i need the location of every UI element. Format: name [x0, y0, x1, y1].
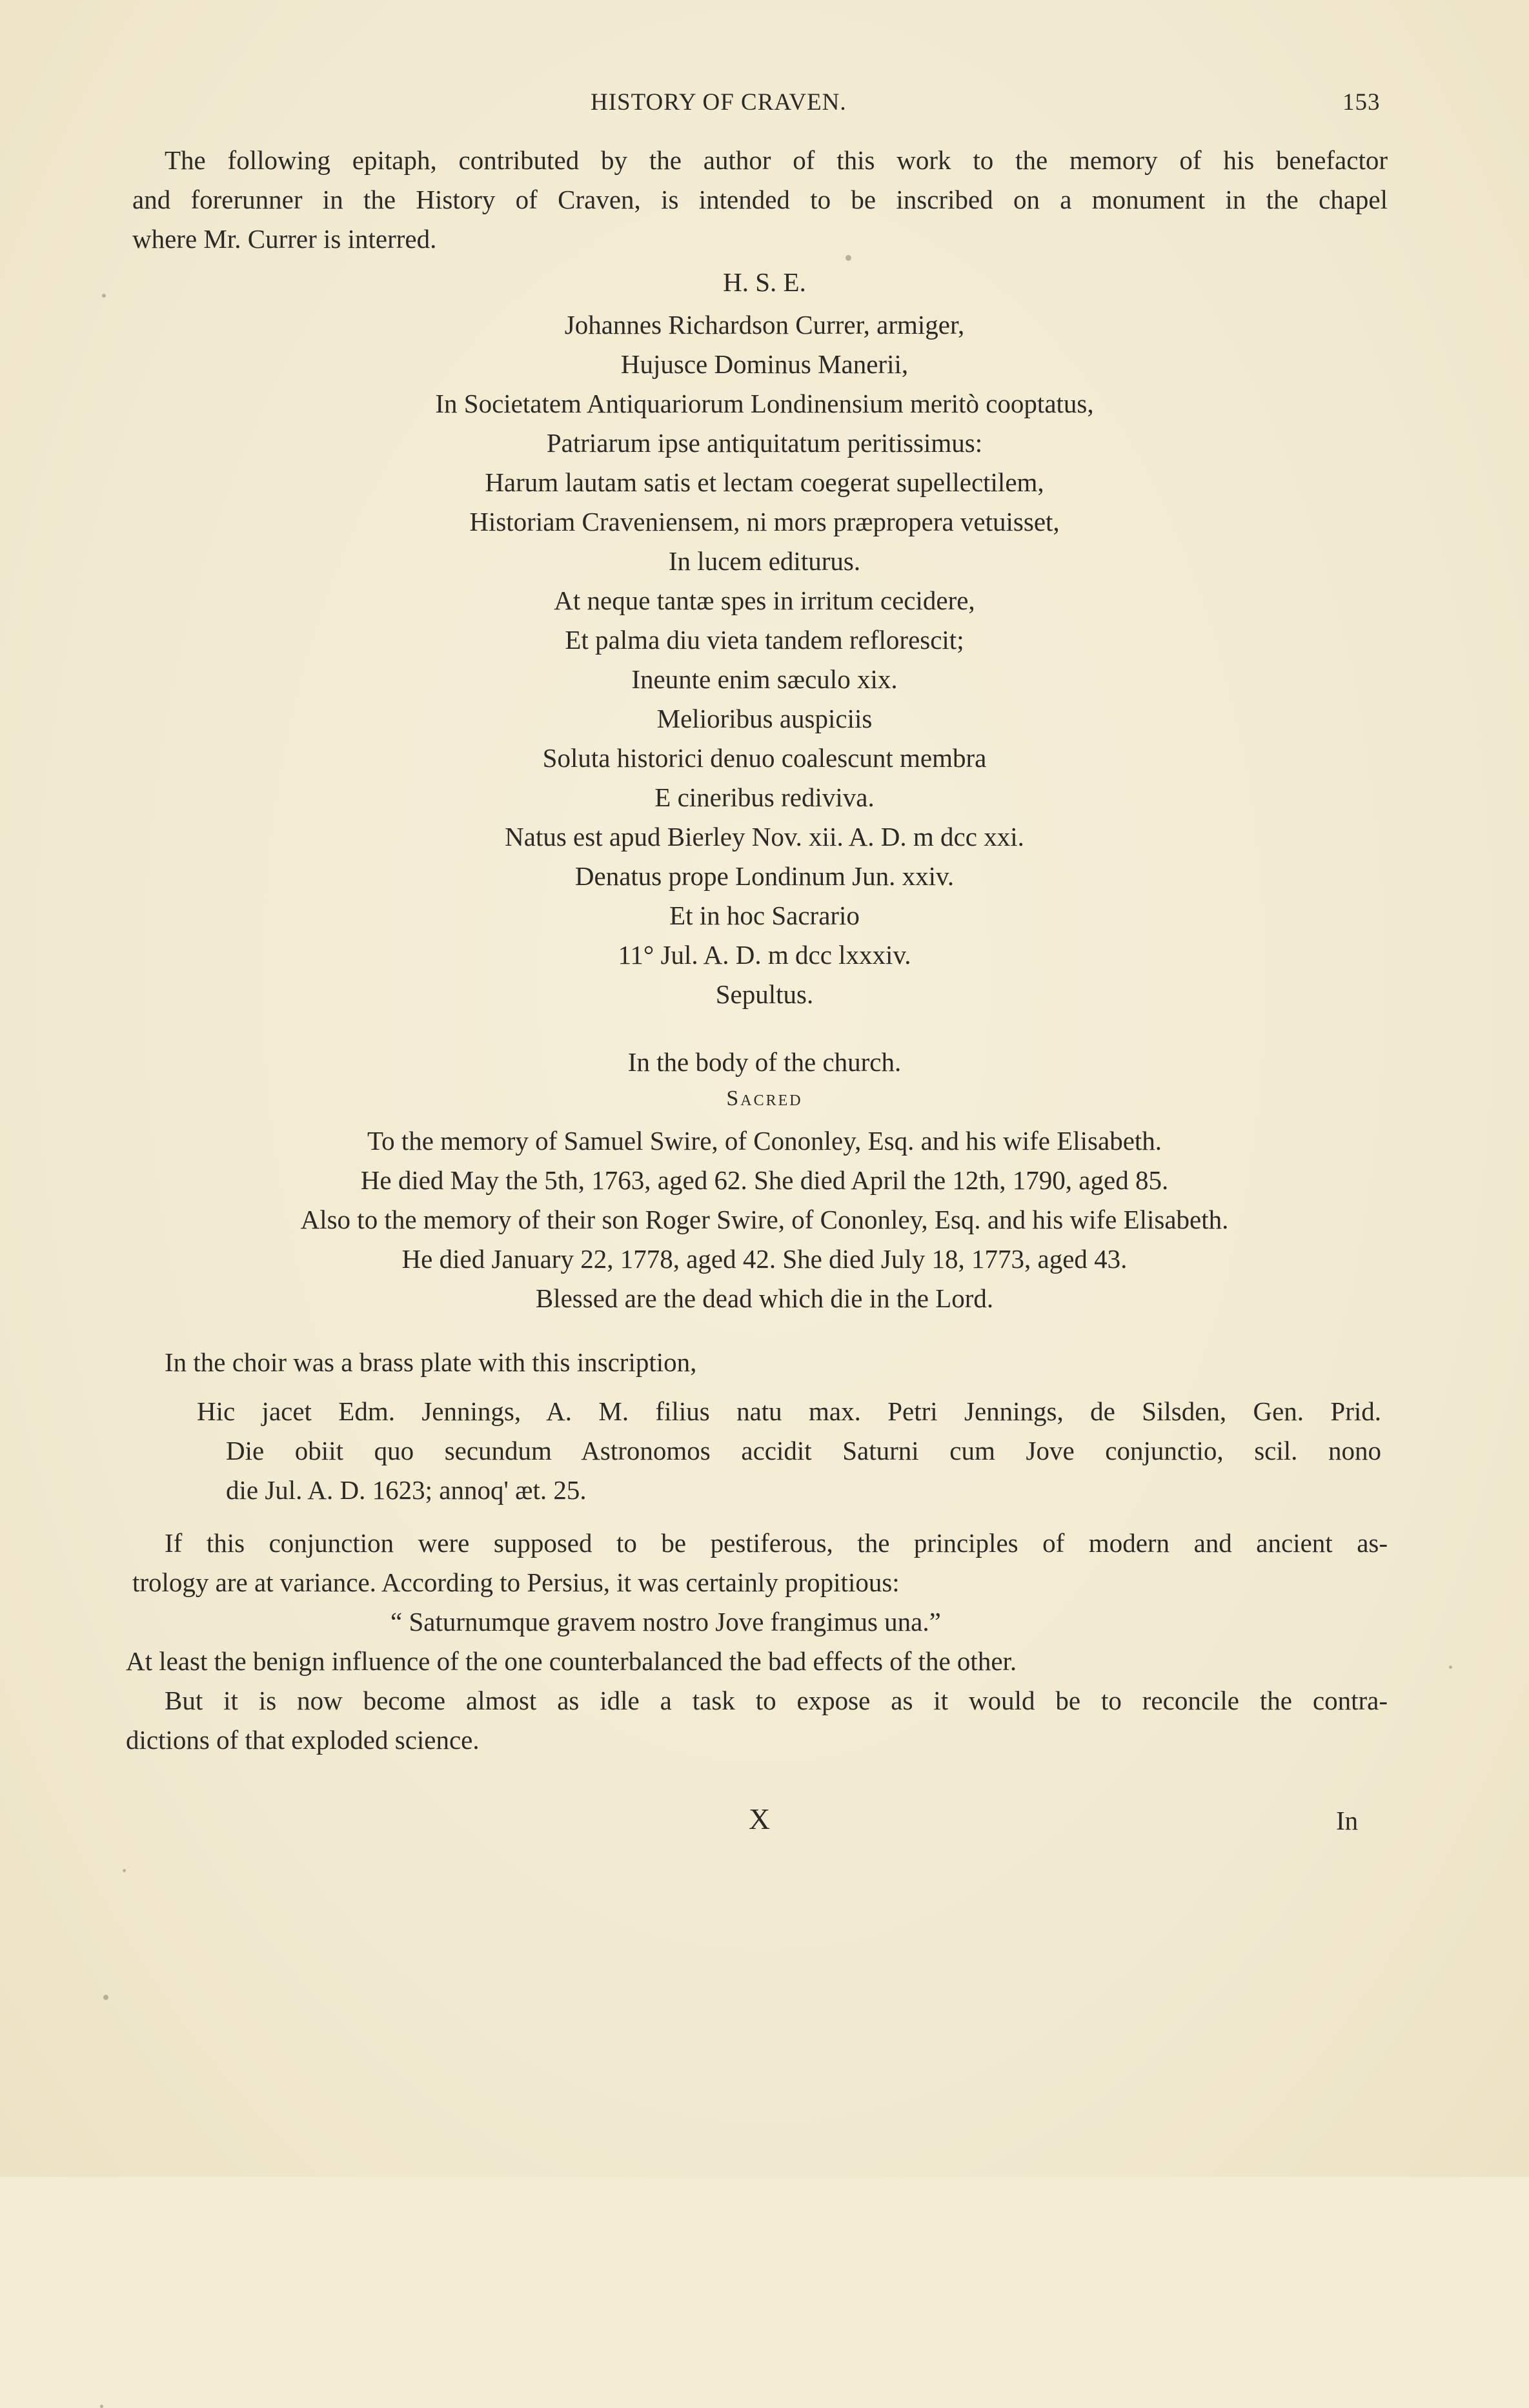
epitaph-line: In Societatem Antiquariorum Londinensium meritò cooptatus,: [435, 389, 1094, 418]
choir-inscription-line-2: Die obiit quo secundum Astronomos accidit Saturni cum Jove conjunctio, scil. nono: [226, 1436, 1381, 1465]
choir-inscription-line-3: die Jul. A. D. 1623; annoq' æt. 25.: [226, 1475, 587, 1505]
epitaph-line: Natus est apud Bierley Nov. xii. A. D. m dcc xxi.: [505, 822, 1024, 852]
epitaph-line: Harum lautam satis et lectam coegerat supellectilem,: [485, 467, 1044, 497]
persius-quote: “ Saturnumque gravem nostro Jove frangimus una.”: [390, 1607, 941, 1637]
paper-speck: [1449, 1666, 1452, 1669]
epitaph-line: Soluta historici denuo coalescunt membra: [542, 743, 987, 773]
sacred-heading: Sacred: [726, 1087, 803, 1110]
paper-speck: [123, 1869, 126, 1872]
epitaph-line: Denatus prope Londinum Jun. xxiv.: [574, 861, 955, 891]
running-title: HISTORY OF CRAVEN.: [591, 89, 847, 116]
catchword: In: [1336, 1806, 1359, 1835]
intro-line-3: where Mr. Currer is interred.: [132, 224, 437, 254]
epitaph-line: Johannes Richardson Currer, armiger,: [564, 310, 965, 340]
commentary-line-2: trology are at variance. According to Persius, it was certainly propitious:: [132, 1567, 900, 1597]
memorial-line: Also to the memory of their son Roger Swire, of Cononley, Esq. and his wife Elisabeth.: [300, 1205, 1229, 1234]
page-number: 153: [1342, 89, 1381, 116]
epitaph-line: In lucem editurus.: [668, 546, 861, 576]
commentary-line-1: If this conjunction were supposed to be pestiferous, the principles of modern and ancient as-: [165, 1528, 1388, 1558]
epitaph-line: At neque tantæ spes in irritum cecidere,: [554, 586, 975, 615]
epitaph-line: Sepultus.: [715, 979, 814, 1009]
church-body-heading: In the body of the church.: [627, 1047, 902, 1077]
memorial-line: He died January 22, 1778, aged 42. She died July 18, 1773, aged 43.: [401, 1244, 1128, 1274]
paper-speck: [100, 2405, 103, 2408]
epitaph-line: Et palma diu vieta tandem reflorescit;: [565, 625, 964, 655]
choir-intro: In the choir was a brass plate with this inscription,: [165, 1347, 697, 1377]
epitaph-line: Et in hoc Sacrario: [669, 901, 860, 930]
memorial-line: He died May the 5th, 1763, aged 62. She died April the 12th, 1790, aged 85.: [360, 1165, 1169, 1195]
epitaph-line: 11° Jul. A. D. m dcc lxxxiv.: [618, 940, 911, 970]
epitaph-line: H. S. E.: [723, 267, 806, 297]
memorial-line: To the memory of Samuel Swire, of Cononley, Esq. and his wife Elisabeth.: [367, 1126, 1162, 1156]
epitaph-line: Historiam Craveniensem, ni mors præpropera vetuisset,: [469, 507, 1060, 536]
commentary-line-4: But it is now become almost as idle a task to expose as it would be to reconcile the contra-: [165, 1686, 1388, 1715]
paper-speck: [103, 1995, 108, 2000]
epitaph-line: Melioribus auspiciis: [656, 704, 873, 733]
epitaph-line: Hujusce Dominus Manerii,: [620, 349, 909, 379]
choir-inscription-line-1: Hic jacet Edm. Jennings, A. M. filius natu max. Petri Jennings, de Silsden, Gen. Prid.: [197, 1396, 1381, 1426]
signature-mark: X: [749, 1802, 771, 1835]
memorial-line: Blessed are the dead which die in the Lord.: [535, 1283, 994, 1313]
epitaph-line: E cineribus rediviva.: [654, 782, 875, 812]
intro-line-1: The following epitaph, contributed by the author of this work to the memory of his benefactor: [165, 145, 1388, 175]
epitaph-line: Patriarum ipse antiquitatum peritissimus:: [546, 428, 983, 458]
commentary-line-3: At least the benign influence of the one counterbalanced the bad effects of the other.: [126, 1646, 1017, 1676]
commentary-line-5: dictions of that exploded science.: [126, 1725, 480, 1755]
paper-speck: [102, 294, 106, 298]
epitaph-line: Ineunte enim sæculo xix.: [631, 664, 898, 694]
paper-speck: [846, 255, 851, 261]
intro-line-2: and forerunner in the History of Craven, is intended to be inscribed on a monument in the chapel: [132, 185, 1388, 214]
